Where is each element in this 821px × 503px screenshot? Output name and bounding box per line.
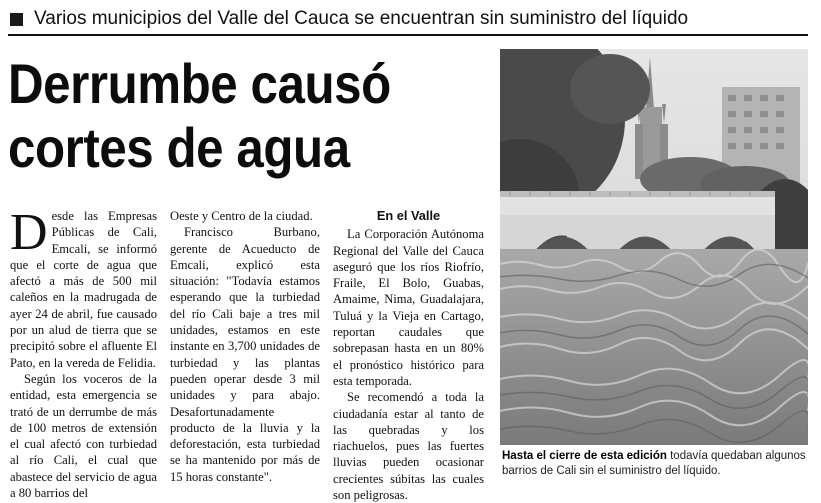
- section-subhead: En el Valle: [376, 208, 441, 223]
- article-column-2: [170, 208, 320, 485]
- caption-lead: Hasta el cierre de esta edición: [502, 450, 667, 462]
- headline-line-2: cortes de agua: [8, 116, 350, 179]
- photo-caption: [502, 449, 810, 479]
- article-column-3: [333, 208, 484, 503]
- article-paragraph-1: Desde las Empresas Públicas de Cali, Emcali, se informó que el corte de agua que afectó a más de 500 mil caleños en la madrugada de ayer 24 de abril, fue causado por un alud de tierra que se precipitó sobre el afluente El Pato, en la vereda de Felidia.: [10, 204, 157, 370]
- article-paragraph-6: Se recomendó a toda la ciudadanía estar al tanto de las quebradas y los riachuelos, pues las fuertes lluvias pueden ocasionar crecientes súbitas las cuales son peligrosas.: [333, 390, 484, 503]
- article-paragraph-5: La Corporación Autónoma Regional del Valle del Cauca aseguró que los ríos Riofrío, Fraile, El Bolo, Guabas, Amaime, Nima, Guadalajara, Tuluá y la Vieja en Cartago, reportan caudales que sobrepasan hasta en un 80% el pronóstico histórico para esta temporada.: [333, 227, 484, 388]
- river-bridge-photo-icon: [500, 49, 808, 445]
- headline-line-1: Derrumbe causó: [8, 52, 391, 115]
- kicker-text: Varios municipios del Valle del Cauca se encuentran sin suministro del líquido: [34, 8, 689, 29]
- square-bullet-icon: [10, 13, 23, 26]
- article-column-1: [10, 204, 157, 501]
- article-paragraph-4: Francisco Burbano, gerente de Acueducto de Emcali, explicó esta situación: "Todavía estamos esperando que la turbiedad del río Cali baje a tres mil unidades, estamos en este instante en 3,700 unidades de turbiedad y las plantas pueden operar desde 3 mil unidades y para abajo. Desafortunadamente producto de la lluvia y la deforestación, esta turbiedad se ha mantenido por más de 15 horas constante".: [170, 225, 320, 484]
- drop-cap: D: [10, 204, 48, 261]
- article-paragraph-3: Oeste y Centro de la ciudad.: [170, 209, 313, 223]
- headline: [8, 52, 422, 180]
- article-paragraph-2: Según los voceros de la entidad, esta emergencia se trató de un derrumbe de más de 100 metros de extensión el cual afectó con turbiedad al río Cali, el cual que abastece del servicio de agua a 80 barrios del: [10, 371, 157, 501]
- kicker-bar: [8, 4, 808, 36]
- caption-text: todavía quedaban algunos barrios de Cali sin el suministro del líquido.: [502, 450, 806, 477]
